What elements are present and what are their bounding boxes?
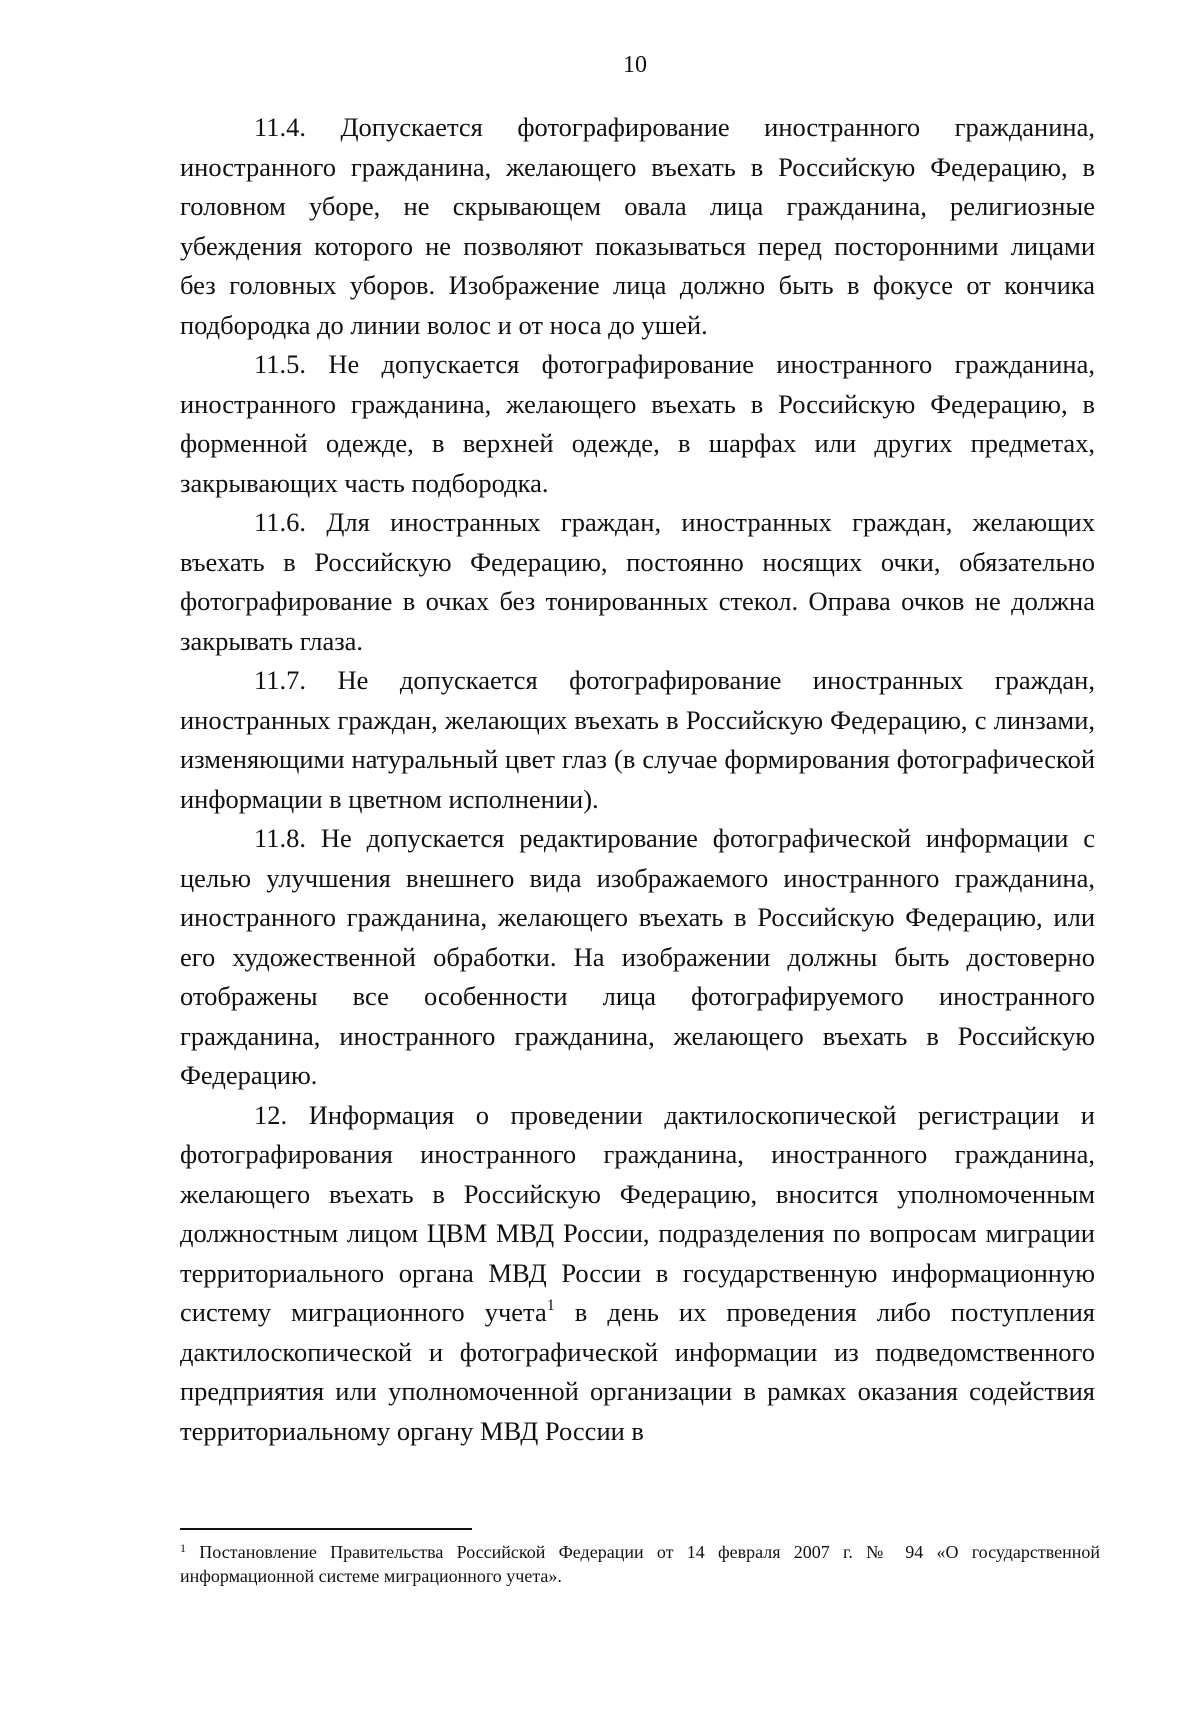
- paragraph-12-text-start: 12. Информация о проведении дактилоскопической регистрации и фотографирования иностранного гражданина, иностранного гражданина, желающего въехать в Российскую Федерацию, вносится уполномоченным должностным лицом ЦВМ МВД России, подразделения по вопросам миграции территориального органа МВД России в государственную информационную систему миграционного учета: [180, 1099, 1095, 1327]
- footnote-separator: [180, 1528, 472, 1530]
- footnote: [180, 1540, 1100, 1588]
- footnote-reference[interactable]: 1: [546, 1297, 555, 1314]
- paragraph-12-text-end: в день их проведения либо поступления дактилоскопической и фотографической информации из подведомственного предприятия или уполномоченной организации в рамках оказания содействия территориальному органу МВД России в: [180, 1297, 1095, 1446]
- paragraph-11-4: 11.4. Допускается фотографирование иностранного гражданина, иностранного гражданина, желающего въехать в Российскую Федерацию, в головном уборе, не скрывающем овала лица гражданина, религиозные убеждения которого не позволяют показываться перед посторонними лицами без головных уборов. Изображение лица должно быть в фокусе от кончика подбородка до линии волос и от носа до ушей.: [180, 112, 1095, 340]
- footnote-text: Постановление Правительства Российской Федерации от 14 февраля 2007 г. № 94 «О государственной информационной системе миграционного учета».: [180, 1542, 1100, 1586]
- paragraph-11-8: 11.8. Не допускается редактирование фотографической информации с целью улучшения внешнего вида изображаемого иностранного гражданина, иностранного гражданина, желающего въехать в Российскую Федерацию, или его художественной обработки. На изображении должны быть достоверно отображены все особенности лица фотографируемого иностранного гражданина, иностранного гражданина, желающего въехать в Российскую Федерацию.: [180, 823, 1095, 1090]
- page-number: 10: [623, 52, 647, 78]
- body-text: [180, 108, 1095, 1451]
- paragraph-11-6: 11.6. Для иностранных граждан, иностранных граждан, желающих въехать в Российскую Федерацию, постоянно носящих очки, обязательно фотографирование в очках без тонированных стекол. Оправа очков не должна закрывать глаза.: [180, 507, 1095, 656]
- paragraph-11-5: 11.5. Не допускается фотографирование иностранного гражданина, иностранного гражданина, желающего въехать в Российскую Федерацию, в форменной одежде, в верхней одежде, в шарфах или других предметах, закрывающих часть подбородка.: [180, 349, 1095, 498]
- footnote-marker: 1: [180, 1541, 186, 1555]
- paragraph-12: [180, 1096, 1095, 1452]
- paragraph-11-7: 11.7. Не допускается фотографирование иностранных граждан, иностранных граждан, желающих въехать в Российскую Федерацию, с линзами, изменяющими натуральный цвет глаз (в случае формирования фотографической информации в цветном исполнении).: [180, 665, 1095, 814]
